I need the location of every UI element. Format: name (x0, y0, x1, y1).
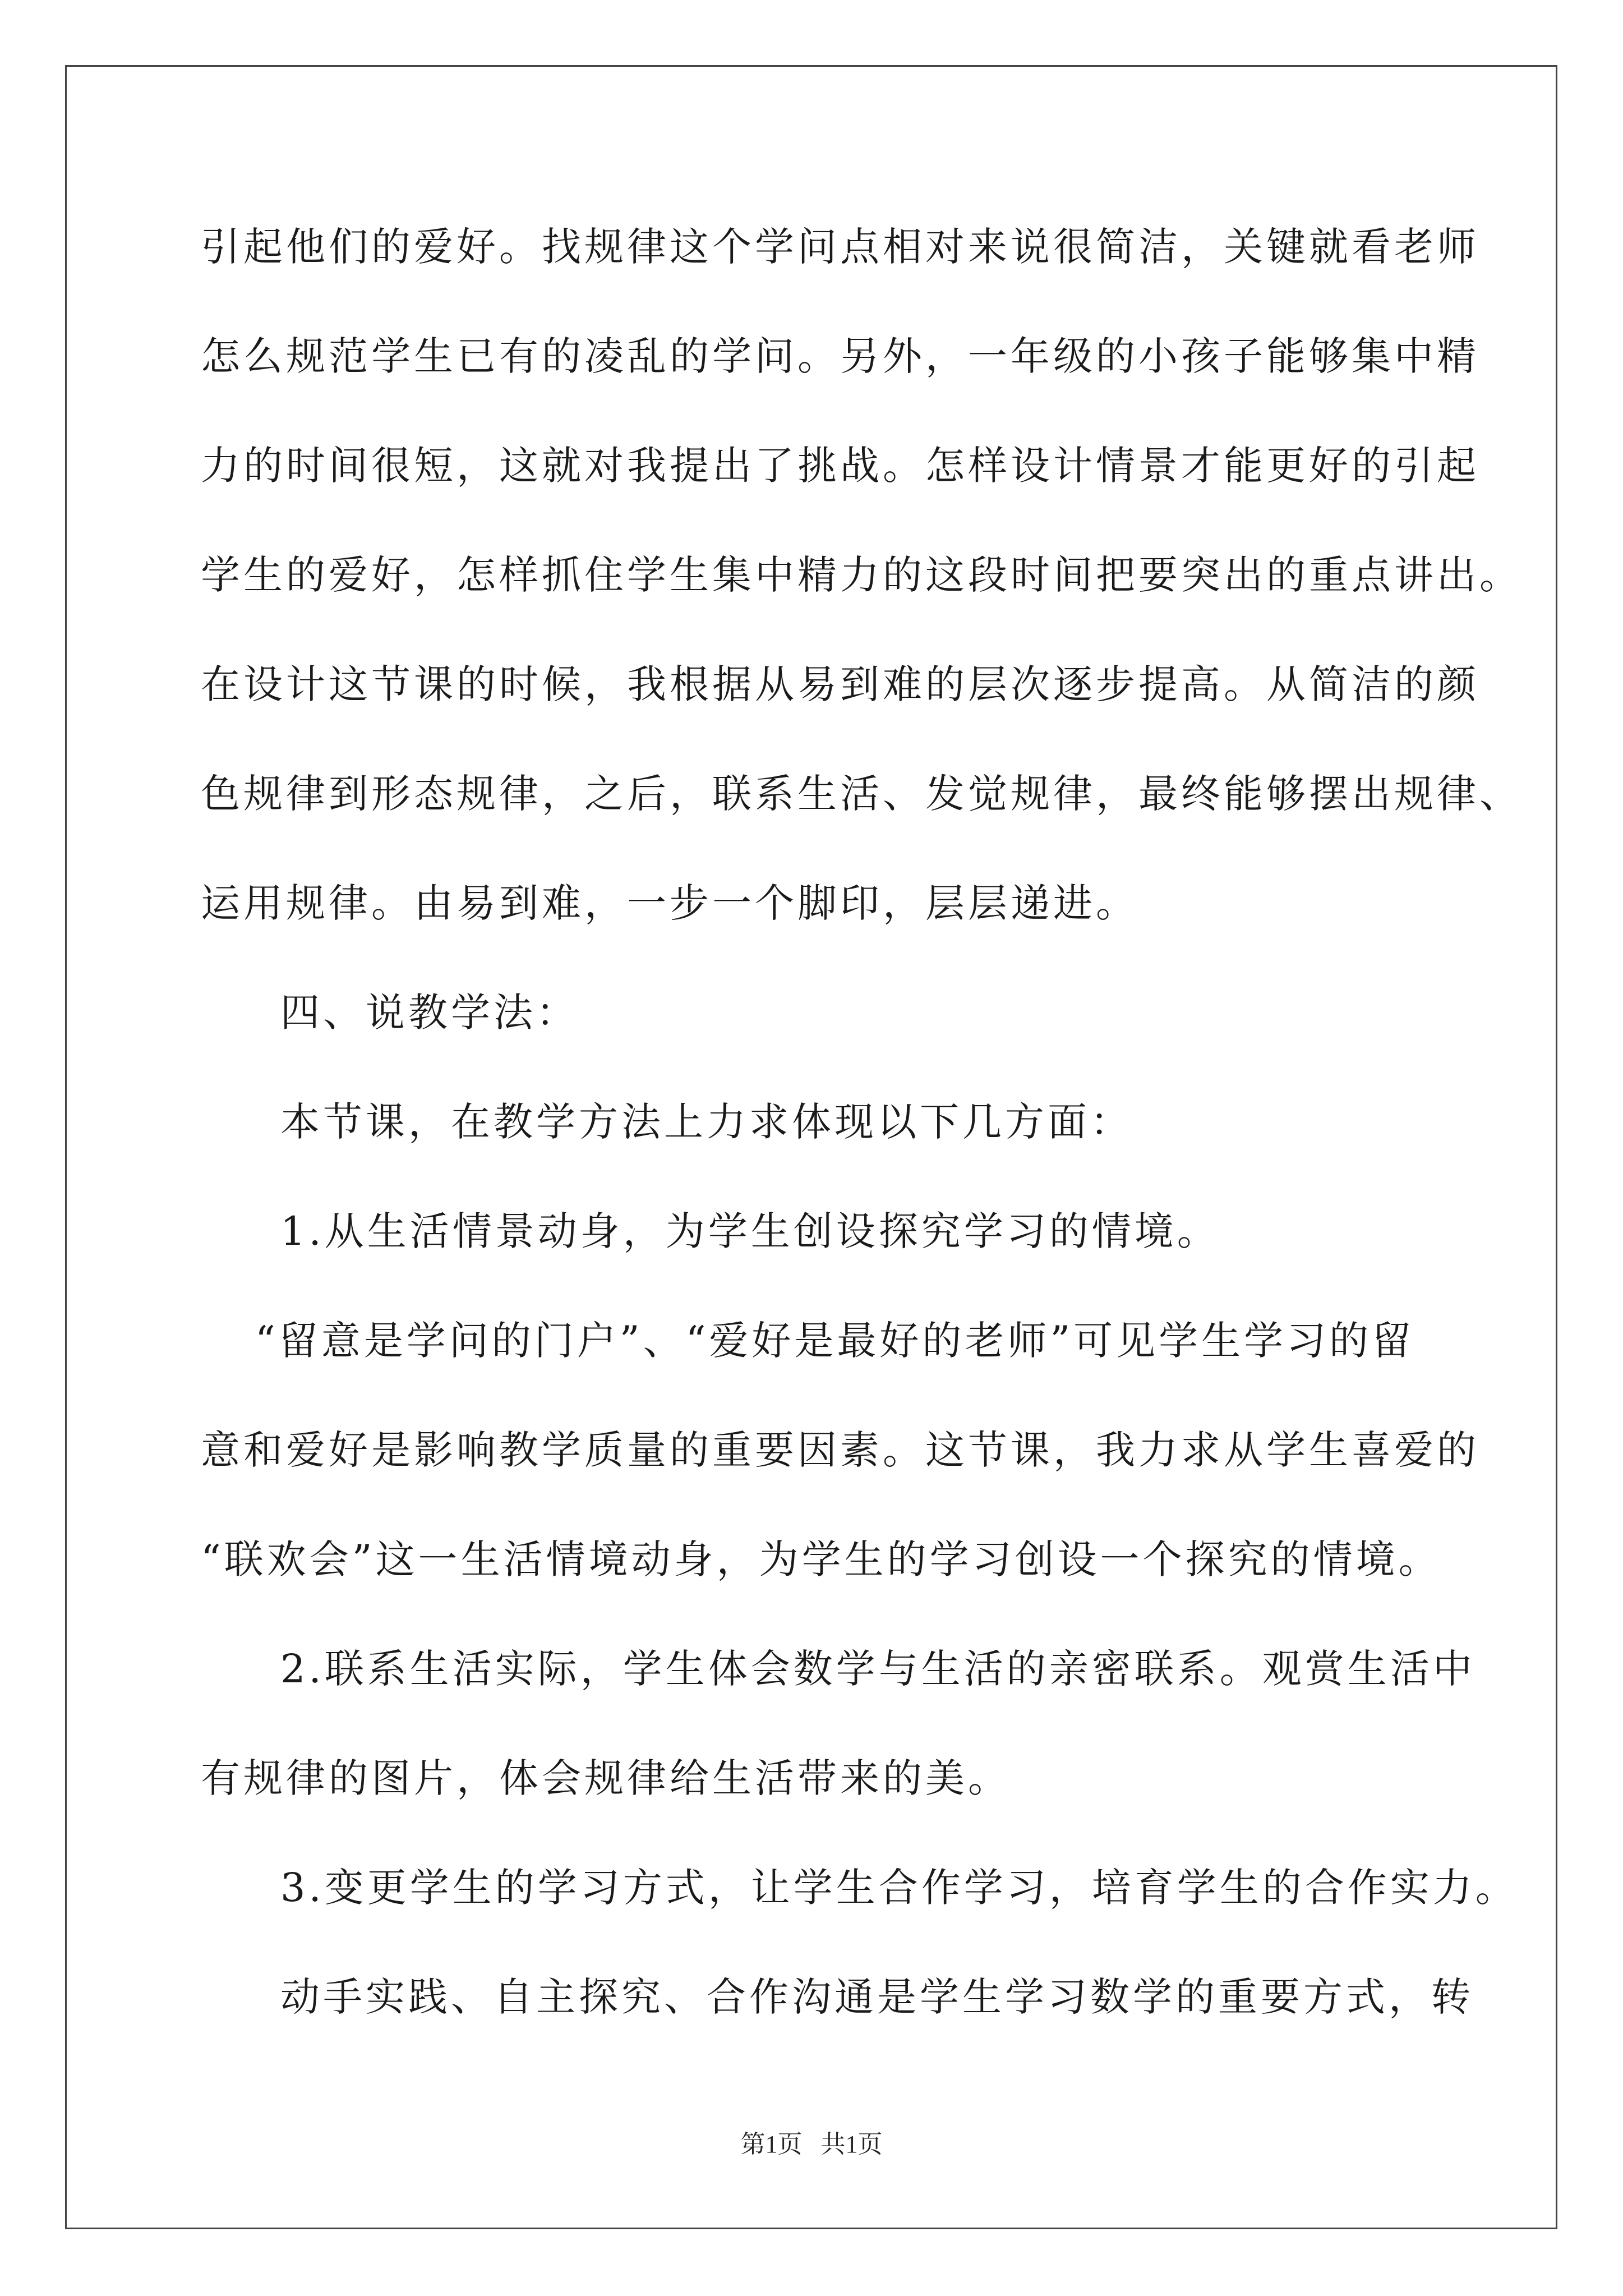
list-item: 1.从生活情景动身，为学生创设探究学习的情境。 (280, 1208, 1220, 1254)
body-text-line: 在设计这节课的时候，我根据从易到难的层次逐步提高。从简洁的颜 (201, 661, 1479, 707)
body-text-line: “联欢会”这一生活情境动身，为学生的学习创设一个探究的情境。 (201, 1536, 1441, 1582)
body-text-line: 引起他们的爱好。找规律这个学问点相对来说很简洁，关键就看老师 (201, 224, 1479, 270)
body-text-line: 动手实践、自主探究、合作沟通是学生学习数学的重要方式，转 (280, 1974, 1474, 2020)
body-text-line: 意和爱好是影响教学质量的重要因素。这节课，我力求从学生喜爱的 (201, 1427, 1479, 1473)
section-heading: 四、说教学法： (280, 990, 579, 1036)
list-item: 2.联系生活实际，学生体会数学与生活的亲密联系。观赏生活中 (280, 1646, 1476, 1692)
body-text-line: 色规律到形态规律，之后，联系生活、发觉规律，最终能够摆出规律、 (201, 771, 1522, 817)
body-text-line: 怎么规范学生已有的凌乱的学问。另外，一年级的小孩子能够集中精 (201, 333, 1479, 379)
page-number-footer: 第1页 共1页 (740, 2131, 883, 2158)
body-text-line: “留意是学问的门户”、“爱好是最好的老师”可见学生学习的留 (255, 1318, 1415, 1364)
body-text-line: 运用规律。由易到难，一步一个脚印，层层递进。 (201, 880, 1138, 926)
body-text-line: 力的时间很短，这就对我提出了挑战。怎样设计情景才能更好的引起 (201, 443, 1479, 489)
body-text-line: 本节课，在教学方法上力求体现以下几方面： (280, 1099, 1133, 1145)
body-text-line: 学生的爱好，怎样抓住学生集中精力的这段时间把要突出的重点讲出。 (201, 552, 1522, 598)
body-text-line: 有规律的图片，体会规律给生活带来的美。 (201, 1755, 1011, 1801)
list-item: 3.变更学生的学习方式，让学生合作学习，培育学生的合作实力。 (280, 1865, 1518, 1911)
